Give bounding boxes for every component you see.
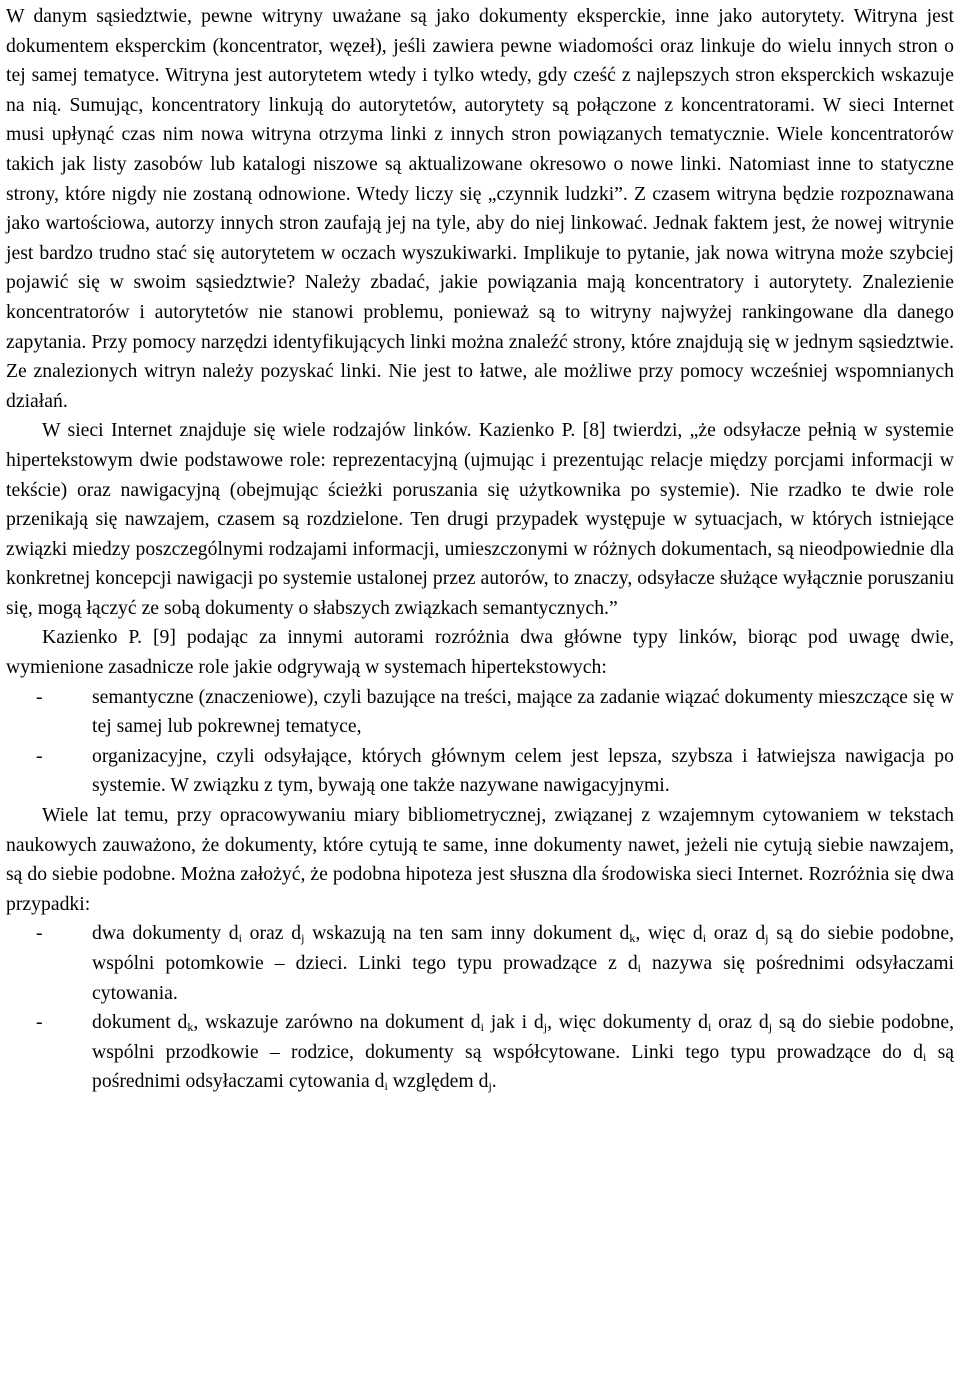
subscript-index: i	[702, 931, 707, 946]
subscript-index: k	[629, 931, 636, 946]
list-item-text: organizacyjne, czyli odsyłające, których głównym celem jest lepsza, szybsza i łatwiejsza nawigacja po systemie. W związku z tym, bywają one także nazywane nawigacyjnymi.	[92, 744, 954, 797]
list-bullet: -	[36, 922, 43, 945]
list-bullet: -	[36, 1011, 43, 1034]
list-item	[6, 683, 954, 742]
link-types-list	[6, 683, 954, 801]
subscript-index: j	[488, 1079, 492, 1094]
subscript-index: i	[637, 961, 642, 975]
subscript-index: j	[543, 1020, 548, 1035]
subscript-index: j	[301, 931, 305, 946]
list-item-text: dwa dokumenty $d_i$ oraz $d_j$ wskazują na ten sam inny dokument $d_k$, więc $d_i$ oraz $d_j$ są do siebie podobne, wspólni potomkowie – dzieci. Linki tego typu prowadzące z $d_i$ nazywa się pośrednimi odsyłaczami cytowania.	[92, 922, 954, 1004]
subscript-index: j	[768, 1020, 773, 1035]
subscript-index: i	[384, 1079, 388, 1094]
list-bullet: -	[36, 685, 43, 708]
paragraph-link-roles: W sieci Internet znajduje się wiele rodzajów linków. Kazienko P. [8] twierdzi, „że odsyłacze pełnią w systemie hipertekstowym dwie podstawowe role: reprezentacyjną (ujmując i prezentując relacje między porcjami informacji w tekście) oraz nawigacyjną (obejmując ścieżki poruszania się użytkownika po systemie). Nie rzadko te dwie role przenikają się nawzajem, czasem są rozdzielone. Ten drugi przypadek występuje w sytuacjach, w których istniejące związki miedzy poszczególnymi rodzajami informacji, umieszczonymi w różnych dokumentach, są nieodpowiednie dla konkretnej koncepcji nawigacji po systemie ustalonej przez autorów, to znaczy, odsyłacze służące wyłącznie poruszaniu się, mogą łączyć ze sobą dokumenty o słabszych związkach semantycznych.”	[6, 419, 954, 619]
subscript-index: j	[765, 931, 769, 946]
paragraph-neighborhood: W danym sąsiedztwie, pewne witryny uważane są jako dokumenty eksperckie, inne jako autorytety. Witryna jest dokumentem eksperckim (koncentrator, węzeł), jeśli zawiera pewne wiadomości oraz linkuje do wielu innych stron o tej samej tematyce. Witryna jest autorytetem wtedy i tylko wtedy, gdy cześć z najlepszych stron eksperckich wskazuje na nią. Sumując, koncentratory linkują do autorytetów, autorytety są połączone z koncentratorami. W sieci Internet musi upłynąć czas nim nowa witryna otrzyma linki z innych stron powiązanych tematycznie. Wiele koncentratorów takich jak listy zasobów lub katalogi niszowe są aktualizowane okresowo o nowe linki. Natomiast inne to statyczne strony, które nigdy nie zostaną odnowione. Wtedy liczy się „czynnik ludzki”. Z czasem witryna będzie rozpoznawana jako wartościowa, autorzy innych stron zaufają jej na tyle, aby do niej linkować. Jednak faktem jest, że nowej witrynie jest bardzo trudno stać się autorytetem w oczach wyszukiwarki. Implikuje to pytanie, jak nowa witryna może szybciej pojawić się w swoim sąsiedztwie? Należy zbadać, jakie powiązania mają koncentratory i autorytety. Znalezienie koncentratorów i autorytetów nie stanowi problemu, ponieważ są to witryny najwyżej rankingowane dla danego zapytania. Przy pomocy narzędzi identyfikujących linki można znaleźć strony, które znajdują się w jednym sąsiedztwie. Ze znalezionych witryn należy pozyskać linki. Nie jest to łatwe, ale możliwe przy pomocy wcześniej wspomnianych działań.	[6, 5, 954, 412]
list-item-text: semantyczne (znaczeniowe), czyli bazujące na treści, mające za zadanie wiązać dokumenty mieszczące się w tej samej lub pokrewnej tematyce,	[92, 685, 954, 738]
list-item	[6, 919, 954, 1008]
paragraph-cocitation: Wiele lat temu, przy opracowywaniu miary bibliometrycznej, związanej z wzajemnym cytowaniem w tekstach naukowych zauważono, że dokumenty, które cytują te same, inne dokumenty nawet, jeżeli nie cytują siebie nawzajem, są do siebie podobne. Można założyć, że podobna hipoteza jest słuszna dla środowiska sieci Internet. Rozróżnia się dwa przypadki:	[6, 804, 954, 915]
list-item	[6, 1008, 954, 1097]
list-bullet: -	[36, 744, 43, 767]
subscript-index: i	[922, 1049, 927, 1064]
subscript-index: i	[238, 931, 242, 946]
subscript-index: k	[187, 1020, 194, 1035]
list-item	[6, 742, 954, 801]
list-item-text: dokument $d_k$, wskazuje zarówno na dokument $d_i$ jak i $d_j$, więc dokumenty $d_i$ oraz $d_j$ są do siebie podobne, wspólni przodkowie – rodzice, dokumenty są współcytowane. Linki tego typu prowadzące do $d_i$ są pośrednimi odsyłaczami cytowania $d_i$ względem $d_j$.	[92, 1011, 955, 1094]
subscript-index: i	[708, 1020, 712, 1035]
cases-list	[6, 919, 954, 1097]
paragraph-link-types-intro: Kazienko P. [9] podając za innymi autorami rozróżnia dwa główne typy linków, biorąc pod uwagę dwie, wymienione zasadnicze role jakie odgrywają w systemach hipertekstowych:	[6, 626, 954, 679]
subscript-index: i	[480, 1020, 484, 1035]
